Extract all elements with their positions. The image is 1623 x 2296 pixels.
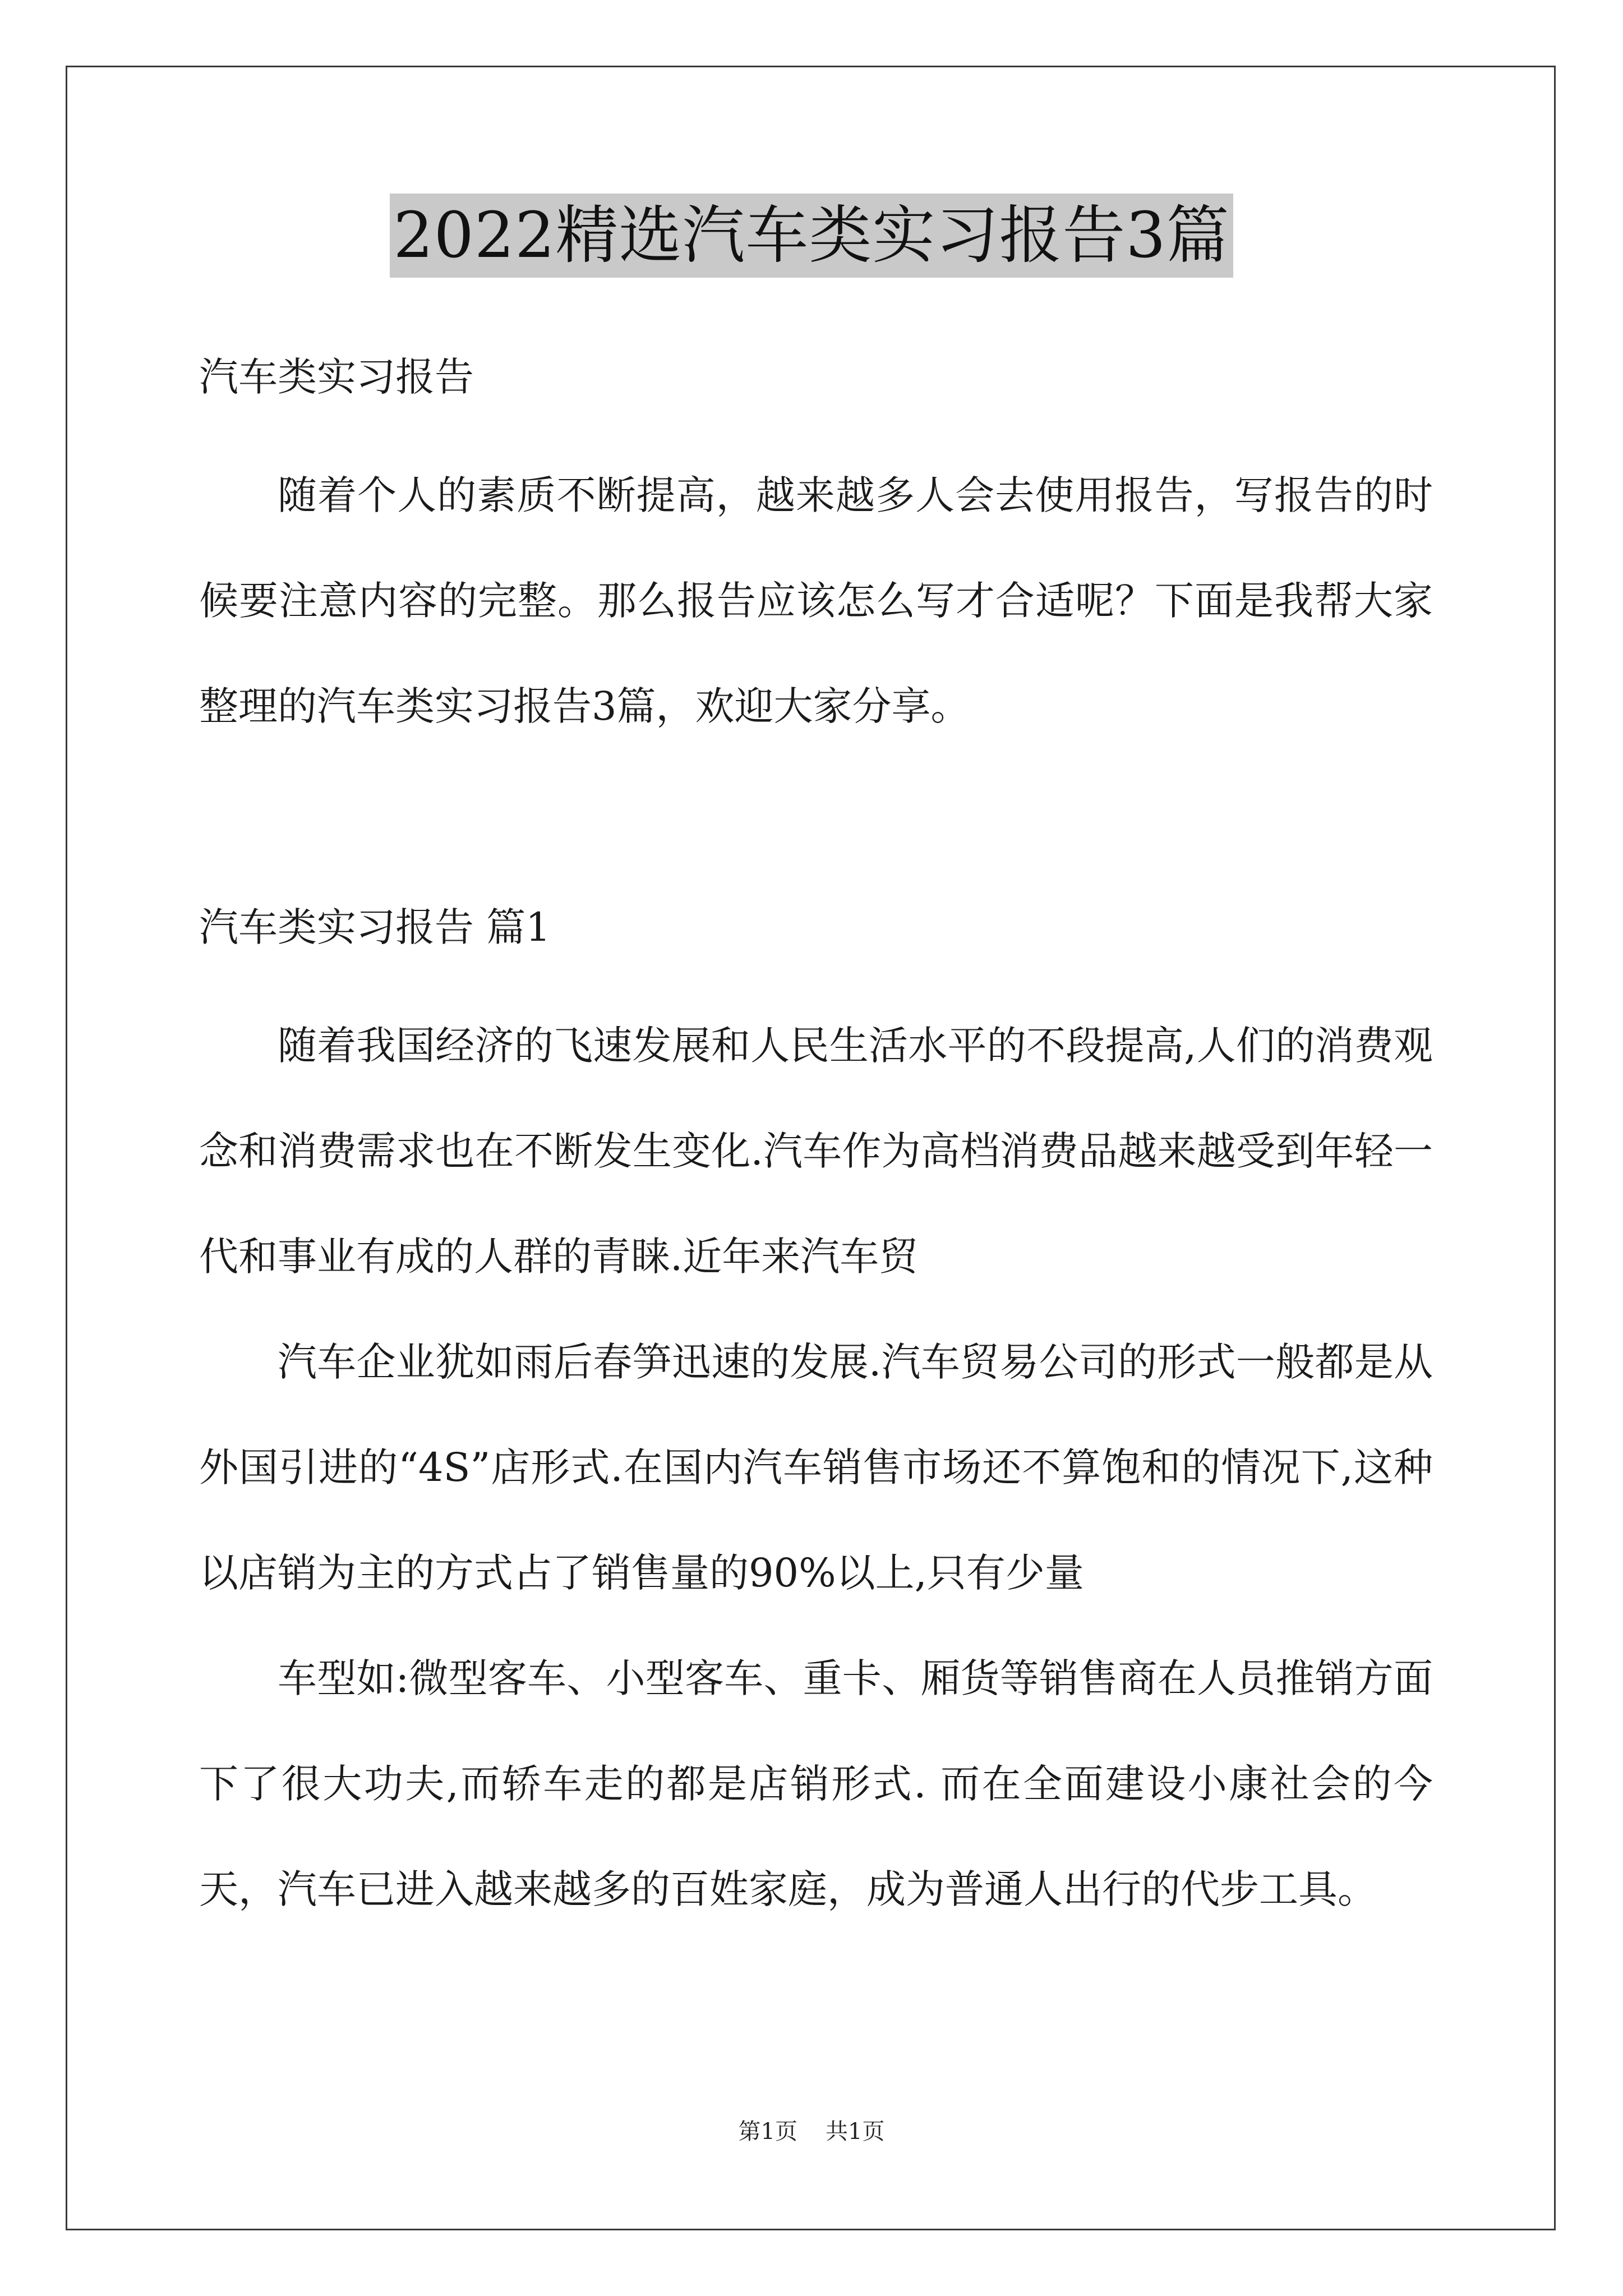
intro-heading: 汽车类实习报告	[199, 354, 474, 400]
body-paragraph-3: 车型如:微型客车、小型客车、重卡、厢货等销售商在人员推销方面下了很大功夫,而轿车走的都是店销形式. 而在全面建设小康社会的今天，汽车已进入越来越多的百姓家庭，成为普通人出行的代步工具。	[199, 1655, 1433, 1912]
body-paragraph-1: 随着我国经济的飞速发展和人民生活水平的不段提高,人们的消费观念和消费需求也在不断发生变化.汽车作为高档消费品越来越受到年轻一代和事业有成的人群的青睐.近年来汽车贸	[199, 1023, 1433, 1280]
page-number: 第1页	[738, 2119, 797, 2145]
document-body	[199, 343, 1433, 1942]
document-title: 2022精选汽车类实习报告3篇	[390, 194, 1233, 278]
page-footer	[0, 2115, 1623, 2148]
section-heading: 汽车类实习报告 篇1	[199, 904, 551, 950]
body-paragraph-2: 汽车企业犹如雨后春笋迅速的发展.汽车贸易公司的形式一般都是从外国引进的“4S”店形式.在国内汽车销售市场还不算饱和的情况下,这种以店销为主的方式占了销售量的90%以上,只有少量	[199, 1339, 1433, 1596]
title-container	[0, 194, 1623, 278]
page-total: 共1页	[826, 2119, 885, 2145]
intro-paragraph: 随着个人的素质不断提高，越来越多人会去使用报告，写报告的时候要注意内容的完整。那么报告应该怎么写才合适呢？下面是我帮大家整理的汽车类实习报告3篇，欢迎大家分享。	[199, 472, 1433, 729]
